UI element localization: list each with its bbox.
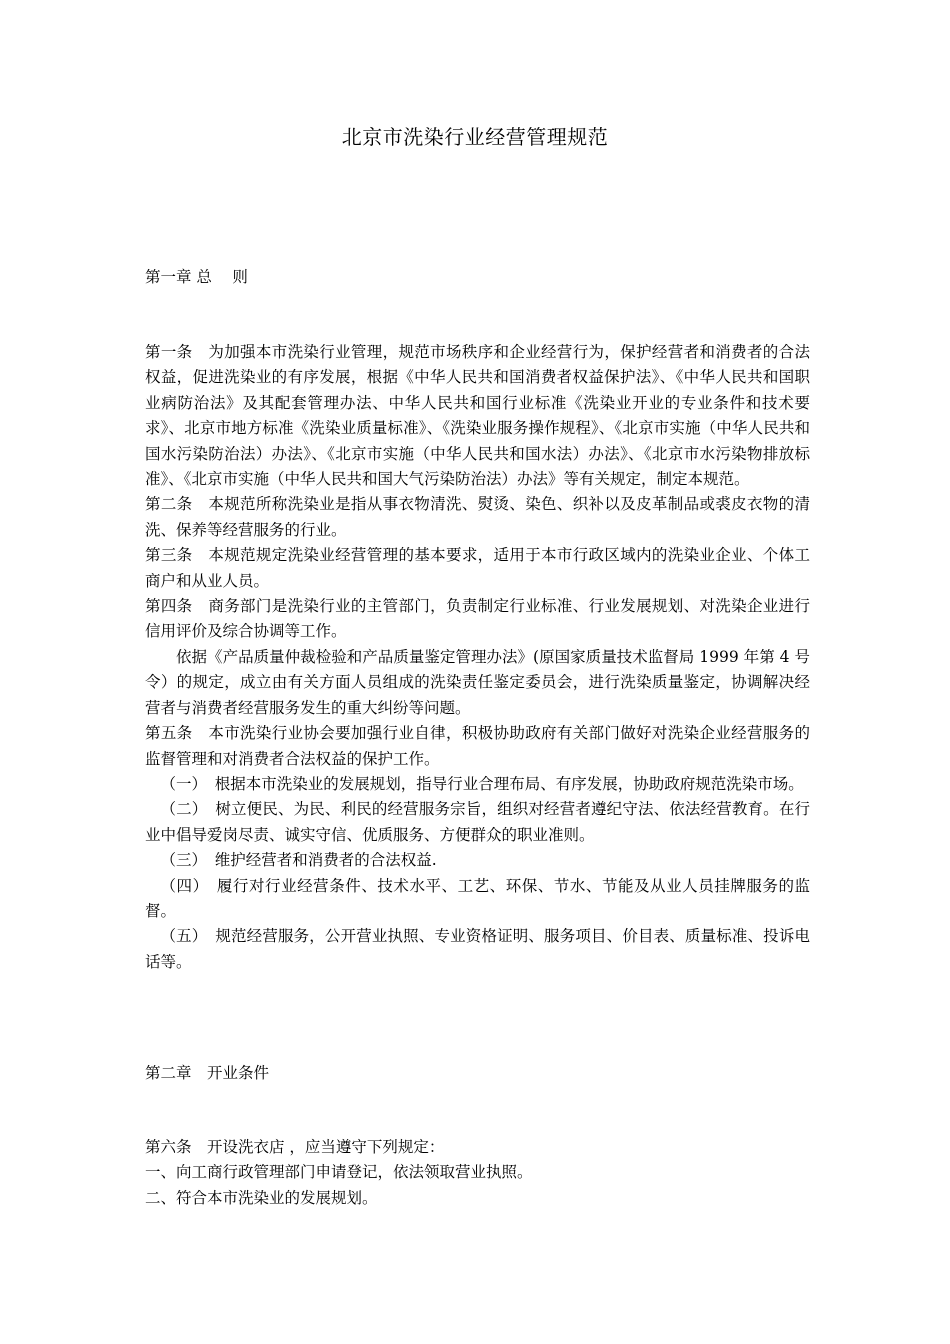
- article-5-item-2: （二） 树立便民、为民、利民的经营服务宗旨，组织对经营者遵纪守法、依法经营教育。在行业中倡导爱岗尽责、诚实守信、优质服务、方便群众的职业准则。: [145, 800, 810, 844]
- article-6-item-1: 一、向工商行政管理部门申请登记，依法领取营业执照。: [145, 1163, 533, 1182]
- chapter-1-body: [145, 340, 810, 975]
- article-3: 第三条 本规范规定洗染业经营管理的基本要求，适用于本市行政区域内的洗染业企业、个体工商户和从业人员。: [145, 546, 810, 590]
- article-5: 第五条 本市洗染行业协会要加强行业自律，积极协助政府有关部门做好对洗染企业经营服务的监督管理和对消费者合法权益的保护工作。: [145, 724, 810, 768]
- article-5-item-5: （五） 规范经营服务，公开营业执照、专业资格证明、服务项目、价目表、质量标准、投诉电话等。: [145, 927, 810, 971]
- chapter-1-heading: 第一章 总 则: [145, 268, 248, 286]
- article-5-item-3: （三） 维护经营者和消费者的合法权益.: [160, 851, 437, 870]
- article-6: 第六条 开设洗衣店 ，应当遵守下列规定：: [145, 1138, 445, 1156]
- article-1: 第一条 为加强本市洗染行业管理，规范市场秩序和企业经营行为，保护经营者和消费者的合法权益，促进洗染业的有序发展，根据《中华人民共和国消费者权益保护法》、《中华人民共和国职业病防治法》及其配套管理办法、中华人民共和国行业标准《洗染业开业的专业条件和技术要求》、北京市地方标准《洗染业质量标准》、《洗染业服务操作规程》、《北京市实施（中华人民共和国水污染防治法）办法》、《北京市实施（中华人民共和国水法）办法》、《北京市水污染物排放标准》、《北京市实施（中华人民共和国大气污染防治法）办法》等有关规定，制定本规范。: [145, 343, 810, 489]
- article-5-item-1: （一） 根据本市洗染业的发展规划，指导行业合理布局、有序发展，协助政府规范洗染市场。: [160, 774, 804, 793]
- article-4-paragraph-2: 依据《产品质量仲裁检验和产品质量鉴定管理办法》(原国家质量技术监督局 1999 年第 4 号令）的规定，成立由有关方面人员组成的洗染责任鉴定委员会，进行洗染质量鉴定，协调解决经营者与消费者经营服务发生的重大纠纷等问题。: [145, 647, 810, 717]
- article-6-item-2: 二、符合本市洗染业的发展规划。: [145, 1188, 378, 1207]
- article-5-item-4: （四） 履行对行业经营条件、技术水平、工艺、环保、节水、节能及从业人员挂牌服务的监督。: [145, 876, 810, 920]
- document-title: 北京市洗染行业经营管理规范: [341, 125, 609, 149]
- chapter-2-heading: 第二章 开业条件: [145, 1064, 270, 1082]
- chapter-2-body: [145, 1135, 810, 1211]
- article-2: 第二条 本规范所称洗染业是指从事衣物清洗、熨烫、染色、织补以及皮革制品或裘皮衣物的清洗、保养等经营服务的行业。: [145, 495, 810, 539]
- article-4: 第四条 商务部门是洗染行业的主管部门，负责制定行业标准、行业发展规划、对洗染企业进行信用评价及综合协调等工作。: [145, 597, 810, 641]
